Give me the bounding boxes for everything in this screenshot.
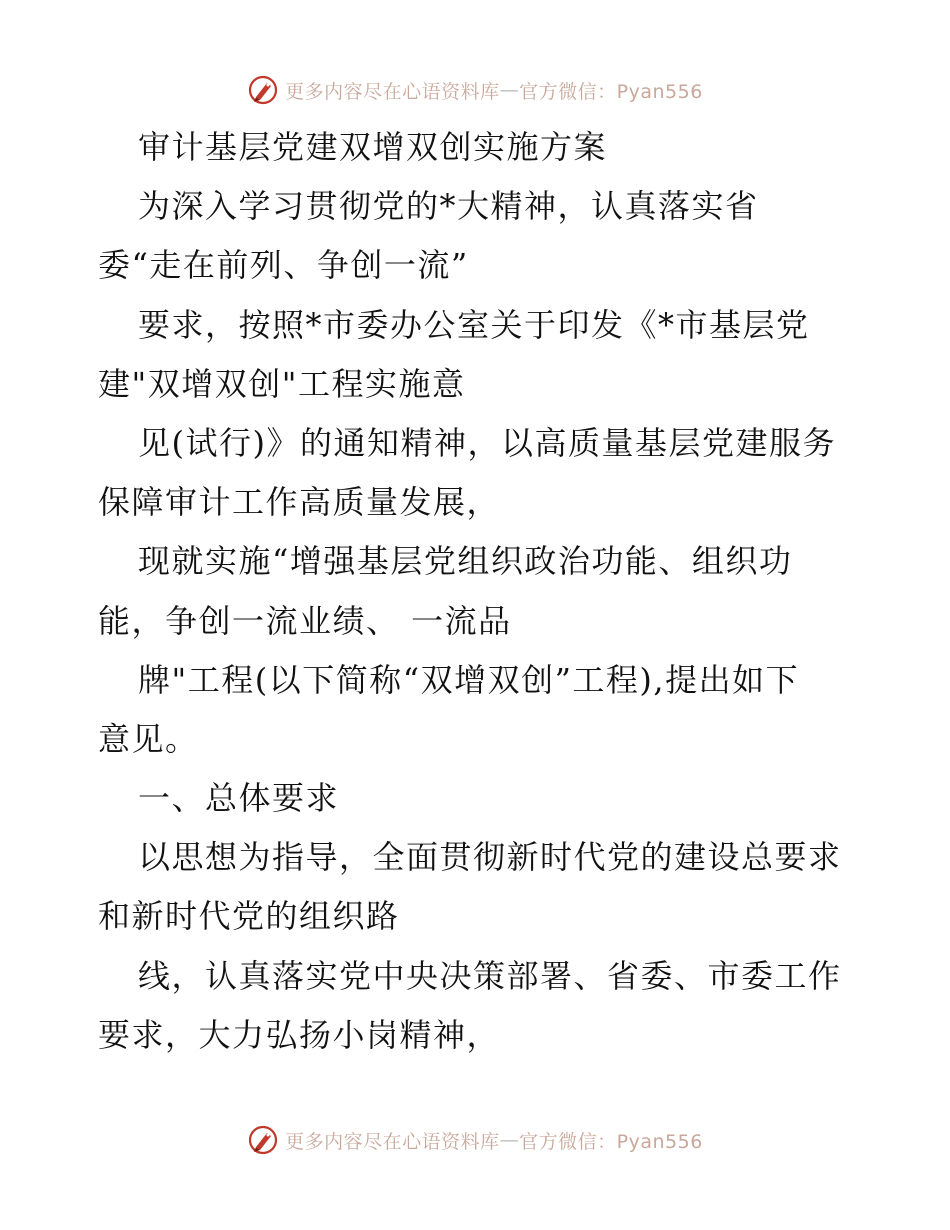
paragraph-line: 牌"工程(以下简称“双增双创”工程),提出如下 xyxy=(138,660,800,699)
footer-watermark xyxy=(0,1120,950,1160)
paragraph-line: 意见。 xyxy=(98,719,199,758)
paragraph-line: 要求，大力弘扬小岗精神， xyxy=(98,1015,501,1054)
watermark-separator: — xyxy=(499,79,520,101)
paragraph-line: 以思想为指导，全面贯彻新时代党的建设总要求 xyxy=(138,838,842,877)
paragraph-line: 能，争创一流业绩、 一流品 xyxy=(98,601,512,640)
paragraph-line: 要求，按照*市委办公室关于印发《*市基层党 xyxy=(138,305,810,344)
paragraph-line: 线，认真落实党中央决策部署、省委、市委工作 xyxy=(138,956,842,995)
paragraph-line: 委“走在前列、争创一流” xyxy=(98,246,469,285)
watermark-wechat: 官方微信：Pyan556 xyxy=(519,1130,703,1153)
paragraph-line: 保障审计工作高质量发展， xyxy=(98,483,501,522)
watermark-wechat: 官方微信：Pyan556 xyxy=(519,80,703,103)
pen-nib-logo-icon xyxy=(247,1124,279,1156)
header-watermark xyxy=(0,70,950,110)
paragraph-line: 建"双增双创"工程实施意 xyxy=(98,364,466,403)
document-body xyxy=(98,118,858,1065)
paragraph-line: 现就实施“增强基层党组织政治功能、组织功 xyxy=(138,542,793,581)
watermark-separator: — xyxy=(499,1129,520,1151)
paragraph-line: 为深入学习贯彻党的*大精神，认真落实省 xyxy=(138,187,759,226)
pen-nib-logo-icon xyxy=(247,74,279,106)
paragraph-line: 和新时代党的组织路 xyxy=(98,897,400,936)
section-heading: 一、总体要求 xyxy=(138,779,340,818)
paragraph-line: 见(试行)》的通知精神，以高质量基层党建服务 xyxy=(138,423,836,462)
document-title: 审计基层党建双增双创实施方案 xyxy=(138,128,608,166)
watermark-text: 更多内容尽在心语资料库 xyxy=(285,80,500,103)
watermark-text: 更多内容尽在心语资料库 xyxy=(285,1130,500,1153)
